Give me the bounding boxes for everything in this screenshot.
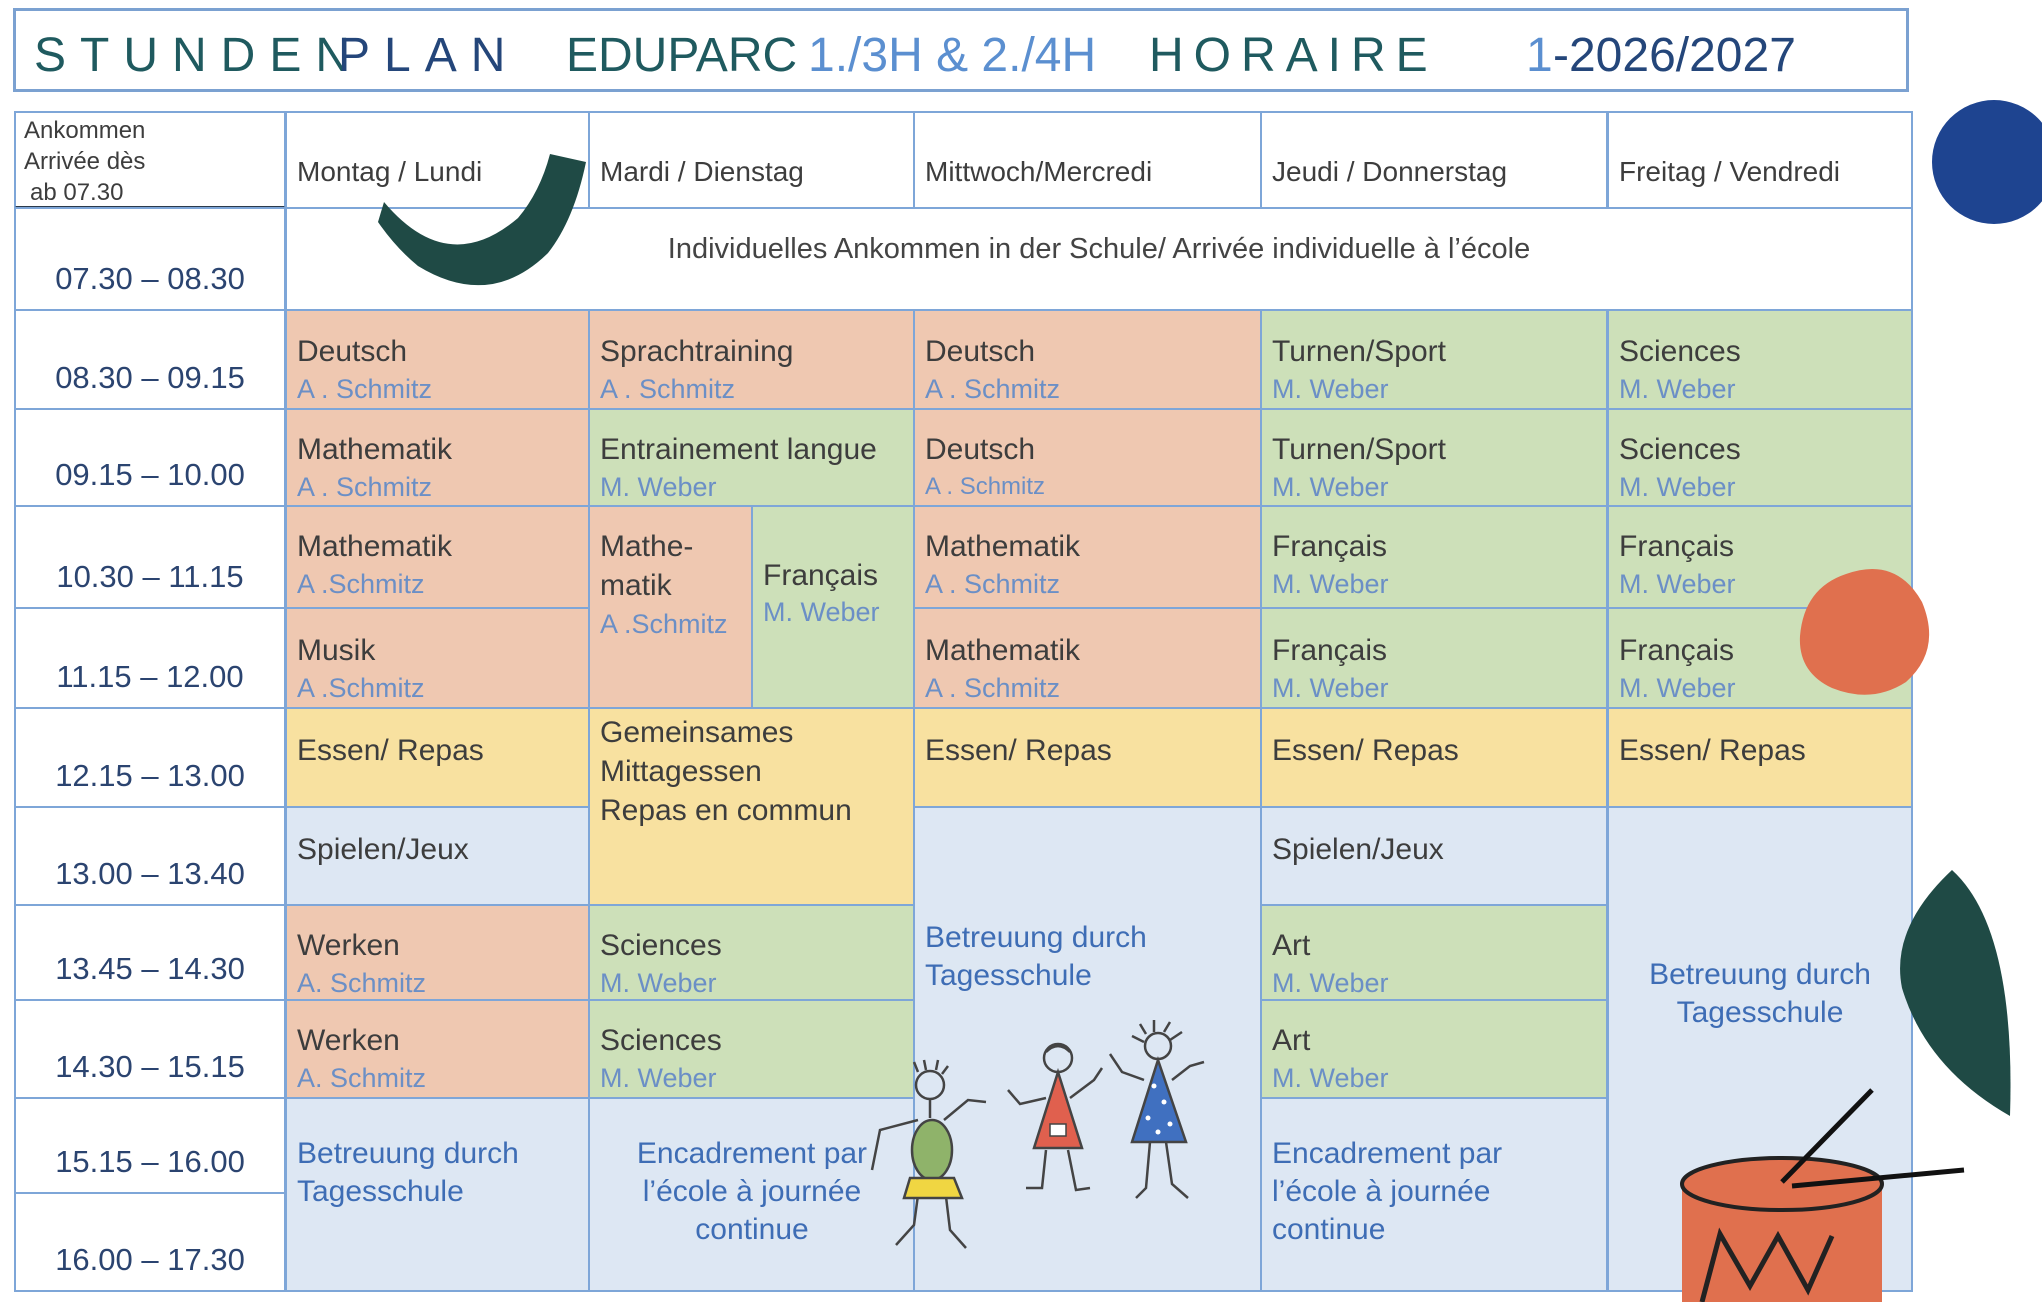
drum-icon xyxy=(1672,1086,1972,1302)
subject-label: Français xyxy=(1272,530,1388,563)
subject-label: Deutsch xyxy=(297,335,408,368)
daycare-line-1: Betreuung durch xyxy=(297,1137,519,1170)
daycare-line-1: Encadrement par xyxy=(1272,1137,1503,1170)
daycare-cell xyxy=(1260,1097,1608,1292)
lunch-cell xyxy=(1260,707,1608,808)
time-slot xyxy=(14,806,286,906)
lesson-cell xyxy=(285,904,591,1001)
subject-label: Sciences xyxy=(1619,335,1741,368)
lesson-cell xyxy=(751,505,916,709)
time-label: 13.00 – 13.40 xyxy=(55,856,245,891)
teacher-label: A . Schmitz xyxy=(925,374,1061,404)
teacher-label: A . Schmitz xyxy=(297,374,433,404)
subject-label: Français xyxy=(1619,634,1735,667)
subject-label: Français xyxy=(1619,530,1735,563)
lesson-cell xyxy=(588,309,916,410)
lesson-cell xyxy=(588,904,916,1001)
subject-label: Essen/ Repas xyxy=(297,734,484,767)
time-label: 10.30 – 11.15 xyxy=(56,559,244,594)
lesson-cell xyxy=(285,309,591,410)
time-slot xyxy=(14,707,286,808)
subject-label: Mathe- xyxy=(600,530,694,563)
time-slot xyxy=(14,999,286,1099)
class-label: 1./3H & 2./4H xyxy=(808,29,1097,82)
lesson-cell xyxy=(588,505,753,709)
lunch-line-2: Mittagessen xyxy=(600,755,762,788)
lesson-cell xyxy=(1260,408,1608,507)
subject-label: Sprachtraining xyxy=(600,335,794,368)
teacher-label: M. Weber xyxy=(1272,374,1389,404)
teacher-label: A . Schmitz xyxy=(925,569,1061,599)
teacher-label: M. Weber xyxy=(600,968,717,998)
time-slot xyxy=(14,505,286,609)
subject-label: Sciences xyxy=(600,1024,722,1057)
teacher-label: A .Schmitz xyxy=(297,673,425,703)
lunch-cell xyxy=(588,707,916,906)
title-plan: PLAN xyxy=(338,29,520,82)
time-slot xyxy=(14,1192,286,1292)
daycare-line-1: Betreuung durch xyxy=(1649,958,1871,991)
subject-label: Entrainement langue xyxy=(600,433,877,466)
subject-label: Deutsch xyxy=(925,433,1036,466)
subject-label: Musik xyxy=(297,634,376,667)
teacher-label: A .Schmitz xyxy=(600,609,728,639)
play-cell xyxy=(1260,806,1608,906)
time-label: 16.00 – 17.30 xyxy=(55,1242,245,1277)
day-label: Montag / Lundi xyxy=(297,156,483,187)
lesson-cell xyxy=(285,505,591,609)
lunch-line-3: Repas en commun xyxy=(600,794,852,827)
daycare-line-2: Tagesschule xyxy=(297,1175,464,1208)
lunch-cell xyxy=(913,707,1262,808)
daycare-line-3: continue xyxy=(1272,1213,1386,1246)
lesson-cell xyxy=(913,607,1262,709)
time-label: 08.30 – 09.15 xyxy=(55,360,245,395)
lesson-cell xyxy=(1260,904,1608,1001)
arrival-note xyxy=(14,111,286,209)
teacher-label: A . Schmitz xyxy=(297,472,433,502)
day-header-friday xyxy=(1607,111,1913,209)
day-label: Freitag / Vendredi xyxy=(1619,156,1841,187)
day-label: Mardi / Dienstag xyxy=(600,156,804,187)
teacher-label: M. Weber xyxy=(1619,569,1736,599)
day-header-thursday xyxy=(1260,111,1608,209)
daycare-line-2: Tagesschule xyxy=(925,959,1092,992)
subject-label: Turnen/Sport xyxy=(1272,335,1446,368)
teacher-label: M. Weber xyxy=(600,472,717,502)
subject-label: Mathematik xyxy=(297,433,453,466)
subject-label: Français xyxy=(763,559,879,592)
subject-label: Turnen/Sport xyxy=(1272,433,1446,466)
lesson-cell xyxy=(588,408,916,507)
time-slot xyxy=(14,207,286,311)
lesson-cell xyxy=(913,309,1262,410)
teacher-label: M. Weber xyxy=(1272,472,1389,502)
subject-label: Mathematik xyxy=(925,634,1081,667)
lesson-cell xyxy=(1260,309,1608,410)
subject-label: Art xyxy=(1272,1024,1311,1057)
subject-label: Essen/ Repas xyxy=(1272,734,1459,767)
teacher-label: A . Schmitz xyxy=(600,374,736,404)
play-cell xyxy=(285,806,591,906)
time-slot xyxy=(14,607,286,709)
lesson-cell xyxy=(285,999,591,1099)
teacher-label: M. Weber xyxy=(1619,472,1736,502)
arrival-banner-text: Individuelles Ankommen in der Schule/ Arrivée individuelle à l’école xyxy=(667,233,1531,265)
year-prefix: 1 xyxy=(1526,29,1553,82)
time-slot xyxy=(14,1097,286,1194)
time-label: 11.15 – 12.00 xyxy=(56,659,244,694)
subject-label: Spielen/Jeux xyxy=(297,833,469,866)
teacher-label: M. Weber xyxy=(1272,569,1389,599)
lesson-cell xyxy=(1607,408,1913,507)
teacher-label: A .Schmitz xyxy=(297,569,425,599)
subject-label: Spielen/Jeux xyxy=(1272,833,1444,866)
daycare-line-2: l’école à journée xyxy=(642,1175,862,1208)
teacher-label: M. Weber xyxy=(1619,673,1736,703)
lesson-cell xyxy=(1607,309,1913,410)
daycare-line-1: Betreuung durch xyxy=(925,921,1147,954)
subject-label: Mathematik xyxy=(925,530,1081,563)
daycare-line-2: l’école à journée xyxy=(1272,1175,1491,1208)
teacher-label: M. Weber xyxy=(1619,374,1736,404)
lunch-cell xyxy=(285,707,591,808)
subject-label: Werken xyxy=(297,1024,400,1057)
title-stunden: STUNDEN xyxy=(34,29,365,82)
teacher-label: A. Schmitz xyxy=(297,968,427,998)
orange-blob-icon xyxy=(1796,564,1936,700)
dark-green-leaf-icon xyxy=(1896,868,2016,1118)
teacher-label: A. Schmitz xyxy=(297,1063,427,1093)
subject-label: Art xyxy=(1272,929,1311,962)
time-label: 07.30 – 08.30 xyxy=(55,261,245,296)
daycare-line-2: Tagesschule xyxy=(1676,996,1844,1029)
title-banner xyxy=(13,8,1909,92)
navy-circle-icon xyxy=(1928,98,2042,226)
subject-label: Sciences xyxy=(600,929,722,962)
arrival-line-1: Ankommen xyxy=(24,117,146,144)
subject-label: Deutsch xyxy=(925,335,1036,368)
school-name: EDUPARC xyxy=(566,29,798,82)
subject-label-2: matik xyxy=(600,569,672,602)
time-slot xyxy=(14,408,286,507)
arrival-line-3: ab 07.30 xyxy=(30,179,124,206)
time-label: 15.15 – 16.00 xyxy=(55,1144,245,1179)
time-label: 09.15 – 10.00 xyxy=(55,457,245,492)
time-label: 13.45 – 14.30 xyxy=(55,951,245,986)
teacher-label: M. Weber xyxy=(763,597,880,627)
lesson-cell xyxy=(1260,999,1608,1099)
daycare-line-1: Encadrement par xyxy=(636,1137,868,1170)
subject-label: Essen/ Repas xyxy=(1619,734,1806,767)
teacher-label: M. Weber xyxy=(1272,673,1389,703)
subject-label: Mathematik xyxy=(297,530,453,563)
day-label: Mittwoch/Mercredi xyxy=(925,156,1153,187)
subject-label: Sciences xyxy=(1619,433,1741,466)
time-label: 14.30 – 15.15 xyxy=(55,1049,245,1084)
lesson-cell xyxy=(913,408,1262,507)
lesson-cell xyxy=(285,408,591,507)
teacher-label: A . Schmitz xyxy=(925,473,1046,500)
daycare-cell xyxy=(588,1097,916,1292)
teacher-label: M. Weber xyxy=(600,1063,717,1093)
daycare-cell xyxy=(285,1097,591,1292)
daycare-line-3: continue xyxy=(695,1213,809,1246)
lesson-cell xyxy=(913,505,1262,609)
teacher-label: M. Weber xyxy=(1272,1063,1389,1093)
day-label: Jeudi / Donnerstag xyxy=(1272,156,1508,187)
teacher-label: A . Schmitz xyxy=(925,673,1061,703)
dark-green-arc-icon xyxy=(378,148,590,288)
school-year: -2026/2027 xyxy=(1553,29,1796,82)
day-header-tuesday xyxy=(588,111,916,209)
subject-label: Essen/ Repas xyxy=(925,734,1112,767)
arrival-line-2: Arrivée dès xyxy=(24,148,146,175)
subject-label: Werken xyxy=(297,929,400,962)
kids-drawing-icon xyxy=(870,1020,1230,1270)
time-slot xyxy=(14,309,286,410)
time-slot xyxy=(14,904,286,1001)
lunch-line-1: Gemeinsames xyxy=(600,716,794,749)
title-horaire: HORAIRE xyxy=(1149,29,1438,82)
subject-label: Français xyxy=(1272,634,1388,667)
lesson-cell xyxy=(1260,607,1608,709)
day-header-wednesday xyxy=(913,111,1262,209)
teacher-label: M. Weber xyxy=(1272,968,1389,998)
lesson-cell xyxy=(588,999,916,1099)
lunch-cell xyxy=(1607,707,1913,808)
lesson-cell xyxy=(285,607,591,709)
lesson-cell xyxy=(1260,505,1608,609)
time-label: 12.15 – 13.00 xyxy=(55,758,245,793)
